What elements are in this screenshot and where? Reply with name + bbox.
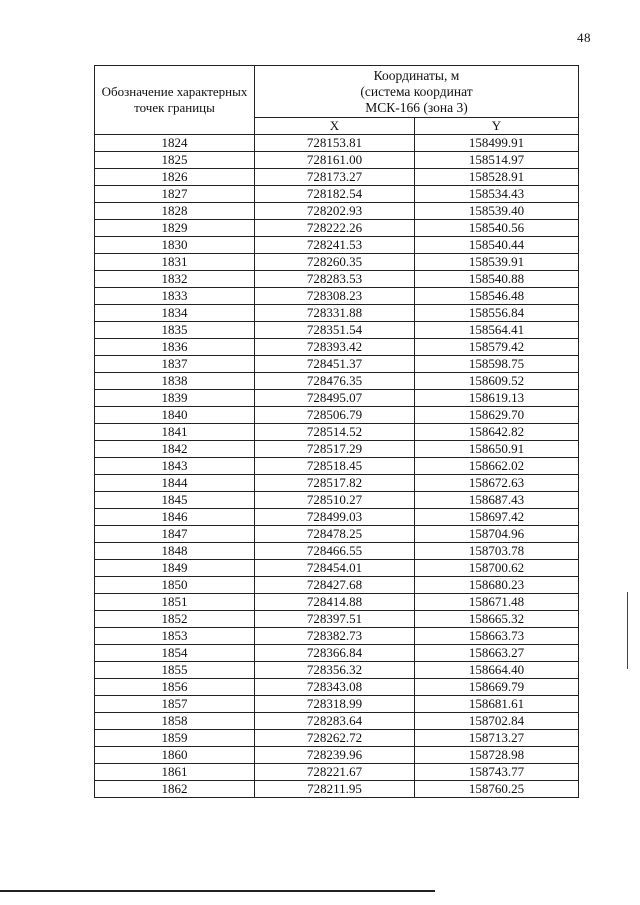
point-id-cell: 1839 bbox=[95, 390, 255, 407]
coordinates-table bbox=[94, 65, 579, 798]
point-id-cell: 1824 bbox=[95, 135, 255, 152]
x-value-cell: 728427.68 bbox=[255, 577, 415, 594]
point-id-cell: 1841 bbox=[95, 424, 255, 441]
x-value-cell: 728495.07 bbox=[255, 390, 415, 407]
y-value-cell: 158728.98 bbox=[415, 747, 579, 764]
table-row bbox=[95, 594, 579, 611]
table-row bbox=[95, 526, 579, 543]
x-value-cell: 728514.52 bbox=[255, 424, 415, 441]
point-id-cell: 1829 bbox=[95, 220, 255, 237]
y-value-cell: 158663.73 bbox=[415, 628, 579, 645]
x-value-cell: 728356.32 bbox=[255, 662, 415, 679]
table-row bbox=[95, 662, 579, 679]
table-row bbox=[95, 747, 579, 764]
x-value-cell: 728393.42 bbox=[255, 339, 415, 356]
table-row bbox=[95, 475, 579, 492]
x-value-cell: 728414.88 bbox=[255, 594, 415, 611]
y-value-cell: 158540.44 bbox=[415, 237, 579, 254]
coordinates-header-line2: (система координат bbox=[360, 83, 473, 99]
x-value-cell: 728351.54 bbox=[255, 322, 415, 339]
x-value-cell: 728517.29 bbox=[255, 441, 415, 458]
point-id-cell: 1834 bbox=[95, 305, 255, 322]
x-value-cell: 728239.96 bbox=[255, 747, 415, 764]
x-value-cell: 728518.45 bbox=[255, 458, 415, 475]
point-id-cell: 1860 bbox=[95, 747, 255, 764]
table-row bbox=[95, 152, 579, 169]
x-value-cell: 728260.35 bbox=[255, 254, 415, 271]
y-value-cell: 158680.23 bbox=[415, 577, 579, 594]
x-value-cell: 728454.01 bbox=[255, 560, 415, 577]
table-row bbox=[95, 730, 579, 747]
point-id-cell: 1833 bbox=[95, 288, 255, 305]
y-value-cell: 158743.77 bbox=[415, 764, 579, 781]
point-id-cell: 1836 bbox=[95, 339, 255, 356]
coordinates-header bbox=[255, 66, 579, 118]
y-value-cell: 158687.43 bbox=[415, 492, 579, 509]
point-id-cell: 1827 bbox=[95, 186, 255, 203]
point-id-cell: 1855 bbox=[95, 662, 255, 679]
x-value-cell: 728510.27 bbox=[255, 492, 415, 509]
x-value-cell: 728173.27 bbox=[255, 169, 415, 186]
y-value-cell: 158700.62 bbox=[415, 560, 579, 577]
y-value-cell: 158619.13 bbox=[415, 390, 579, 407]
y-value-cell: 158663.27 bbox=[415, 645, 579, 662]
point-id-cell: 1831 bbox=[95, 254, 255, 271]
table-row bbox=[95, 390, 579, 407]
y-value-cell: 158697.42 bbox=[415, 509, 579, 526]
x-value-cell: 728262.72 bbox=[255, 730, 415, 747]
point-id-cell: 1862 bbox=[95, 781, 255, 798]
y-value-cell: 158662.02 bbox=[415, 458, 579, 475]
x-value-cell: 728221.67 bbox=[255, 764, 415, 781]
point-id-cell: 1837 bbox=[95, 356, 255, 373]
point-id-cell: 1859 bbox=[95, 730, 255, 747]
x-value-cell: 728283.64 bbox=[255, 713, 415, 730]
bottom-rule bbox=[0, 890, 435, 892]
table-row bbox=[95, 424, 579, 441]
x-value-cell: 728451.37 bbox=[255, 356, 415, 373]
point-id-cell: 1850 bbox=[95, 577, 255, 594]
x-column-header: X bbox=[255, 118, 415, 135]
x-value-cell: 728308.23 bbox=[255, 288, 415, 305]
table-row bbox=[95, 441, 579, 458]
table-row bbox=[95, 407, 579, 424]
x-value-cell: 728222.26 bbox=[255, 220, 415, 237]
point-id-cell: 1842 bbox=[95, 441, 255, 458]
table-row bbox=[95, 458, 579, 475]
table-row bbox=[95, 305, 579, 322]
point-id-cell: 1853 bbox=[95, 628, 255, 645]
point-id-cell: 1851 bbox=[95, 594, 255, 611]
table-row bbox=[95, 713, 579, 730]
point-id-cell: 1835 bbox=[95, 322, 255, 339]
point-id-cell: 1852 bbox=[95, 611, 255, 628]
point-id-cell: 1857 bbox=[95, 696, 255, 713]
point-id-cell: 1849 bbox=[95, 560, 255, 577]
y-value-cell: 158760.25 bbox=[415, 781, 579, 798]
x-value-cell: 728506.79 bbox=[255, 407, 415, 424]
y-value-cell: 158642.82 bbox=[415, 424, 579, 441]
y-value-cell: 158703.78 bbox=[415, 543, 579, 560]
table-row bbox=[95, 509, 579, 526]
point-id-cell: 1840 bbox=[95, 407, 255, 424]
table-row bbox=[95, 288, 579, 305]
y-value-cell: 158681.61 bbox=[415, 696, 579, 713]
y-value-cell: 158528.91 bbox=[415, 169, 579, 186]
x-value-cell: 728517.82 bbox=[255, 475, 415, 492]
y-value-cell: 158556.84 bbox=[415, 305, 579, 322]
point-id-cell: 1854 bbox=[95, 645, 255, 662]
point-id-cell: 1861 bbox=[95, 764, 255, 781]
x-value-cell: 728318.99 bbox=[255, 696, 415, 713]
x-value-cell: 728241.53 bbox=[255, 237, 415, 254]
y-value-cell: 158650.91 bbox=[415, 441, 579, 458]
table-row bbox=[95, 373, 579, 390]
margin-mark bbox=[627, 592, 628, 669]
y-value-cell: 158704.96 bbox=[415, 526, 579, 543]
y-value-cell: 158713.27 bbox=[415, 730, 579, 747]
table-row bbox=[95, 254, 579, 271]
point-id-cell: 1825 bbox=[95, 152, 255, 169]
table-row bbox=[95, 203, 579, 220]
y-value-cell: 158702.84 bbox=[415, 713, 579, 730]
x-value-cell: 728366.84 bbox=[255, 645, 415, 662]
y-value-cell: 158579.42 bbox=[415, 339, 579, 356]
y-value-cell: 158598.75 bbox=[415, 356, 579, 373]
y-value-cell: 158609.52 bbox=[415, 373, 579, 390]
coordinates-table-body bbox=[95, 135, 579, 798]
point-id-cell: 1856 bbox=[95, 679, 255, 696]
point-id-cell: 1843 bbox=[95, 458, 255, 475]
y-value-cell: 158540.88 bbox=[415, 271, 579, 288]
table-row bbox=[95, 611, 579, 628]
point-id-cell: 1832 bbox=[95, 271, 255, 288]
x-value-cell: 728283.53 bbox=[255, 271, 415, 288]
x-value-cell: 728382.73 bbox=[255, 628, 415, 645]
table-row bbox=[95, 271, 579, 288]
x-value-cell: 728182.54 bbox=[255, 186, 415, 203]
point-id-cell: 1847 bbox=[95, 526, 255, 543]
table-row bbox=[95, 237, 579, 254]
y-value-cell: 158539.91 bbox=[415, 254, 579, 271]
y-value-cell: 158672.63 bbox=[415, 475, 579, 492]
x-value-cell: 728161.00 bbox=[255, 152, 415, 169]
x-value-cell: 728331.88 bbox=[255, 305, 415, 322]
x-value-cell: 728153.81 bbox=[255, 135, 415, 152]
table-row bbox=[95, 696, 579, 713]
table-row bbox=[95, 645, 579, 662]
x-value-cell: 728343.08 bbox=[255, 679, 415, 696]
page-number: 48 bbox=[577, 30, 591, 45]
y-value-cell: 158514.97 bbox=[415, 152, 579, 169]
y-value-cell: 158629.70 bbox=[415, 407, 579, 424]
x-value-cell: 728397.51 bbox=[255, 611, 415, 628]
table-row bbox=[95, 543, 579, 560]
table-row bbox=[95, 356, 579, 373]
table-row bbox=[95, 764, 579, 781]
x-value-cell: 728211.95 bbox=[255, 781, 415, 798]
y-column-header: Y bbox=[415, 118, 579, 135]
y-value-cell: 158534.43 bbox=[415, 186, 579, 203]
table-row bbox=[95, 220, 579, 237]
y-value-cell: 158664.40 bbox=[415, 662, 579, 679]
table-row bbox=[95, 628, 579, 645]
point-id-cell: 1845 bbox=[95, 492, 255, 509]
x-value-cell: 728202.93 bbox=[255, 203, 415, 220]
y-value-cell: 158539.40 bbox=[415, 203, 579, 220]
y-value-cell: 158564.41 bbox=[415, 322, 579, 339]
table-row bbox=[95, 781, 579, 798]
y-value-cell: 158669.79 bbox=[415, 679, 579, 696]
x-value-cell: 728499.03 bbox=[255, 509, 415, 526]
point-id-cell: 1826 bbox=[95, 169, 255, 186]
coordinates-header-line3: МСК-166 (зона 3) bbox=[365, 99, 468, 115]
coordinates-header-line1: Координаты, м bbox=[373, 67, 460, 83]
table-row bbox=[95, 560, 579, 577]
table-row bbox=[95, 577, 579, 594]
table-row bbox=[95, 492, 579, 509]
point-id-cell: 1846 bbox=[95, 509, 255, 526]
point-label-header: Обозначение характерных точек границы bbox=[95, 66, 255, 135]
table-row bbox=[95, 135, 579, 152]
x-value-cell: 728466.55 bbox=[255, 543, 415, 560]
y-value-cell: 158546.48 bbox=[415, 288, 579, 305]
y-value-cell: 158665.32 bbox=[415, 611, 579, 628]
x-value-cell: 728476.35 bbox=[255, 373, 415, 390]
table-row bbox=[95, 186, 579, 203]
y-value-cell: 158671.48 bbox=[415, 594, 579, 611]
table-row bbox=[95, 679, 579, 696]
point-id-cell: 1858 bbox=[95, 713, 255, 730]
x-value-cell: 728478.25 bbox=[255, 526, 415, 543]
point-id-cell: 1838 bbox=[95, 373, 255, 390]
table-row bbox=[95, 322, 579, 339]
y-value-cell: 158540.56 bbox=[415, 220, 579, 237]
point-id-cell: 1828 bbox=[95, 203, 255, 220]
point-id-cell: 1830 bbox=[95, 237, 255, 254]
point-id-cell: 1848 bbox=[95, 543, 255, 560]
table-row bbox=[95, 169, 579, 186]
table-row bbox=[95, 339, 579, 356]
y-value-cell: 158499.91 bbox=[415, 135, 579, 152]
point-id-cell: 1844 bbox=[95, 475, 255, 492]
